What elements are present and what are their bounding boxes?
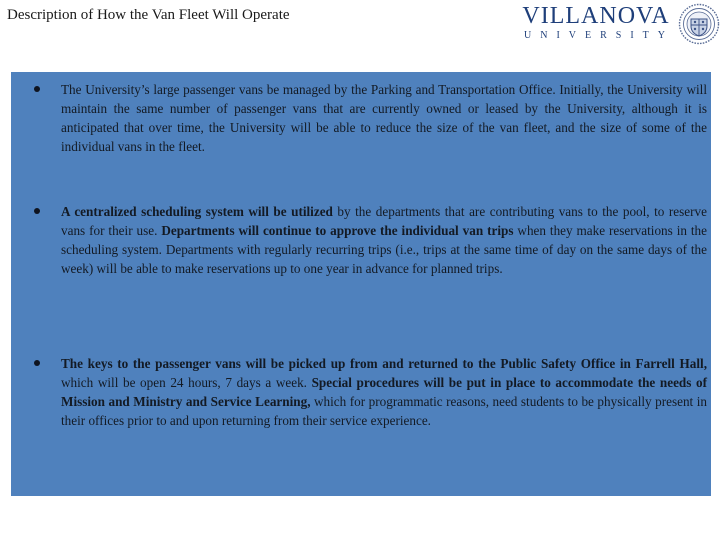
- slide-title: Description of How the Van Fleet Will Operate: [7, 7, 290, 23]
- logo-wordmark: [518, 2, 674, 42]
- bullet-plain-text: which will be open 24 hours, 7 days a week.: [61, 375, 312, 390]
- bullet-text: [61, 80, 707, 156]
- bullet-bold-text: Departments will continue to approve the individual van trips: [161, 223, 514, 238]
- bullet-dot-icon: [34, 360, 40, 366]
- university-logo: [518, 2, 716, 48]
- bullet-bold-text: The keys to the passenger vans will be picked up from and returned to the Public Safety Office in Farrell Hall,: [61, 356, 707, 371]
- bullet-text: [61, 354, 707, 430]
- bullet-text: [61, 202, 707, 278]
- bullet-dot-icon: [34, 208, 40, 214]
- content-panel: [11, 72, 711, 496]
- bullet-plain-text: The University’s large passenger vans be managed by the Parking and Transportation Office. Initially, the University will maintain the same number of passenger vans that are currently owned or leased by the University, although it is anticipated that over time, the University will be able to reduce the size of the van fleet, and the size of some of the individual vans in the fleet.: [61, 82, 707, 154]
- bullet-plain-text: which for programmatic reasons, need students to be physically present in their offices prior to and upon returning from their service experience.: [61, 394, 707, 428]
- bullet-plain-text: when they make reservations in the scheduling system. Departments with regularly recurring trips (i.e., trips at the same time of day on the same days of the week) will be able to make reservations up to one year in advance for planned trips.: [61, 223, 707, 276]
- bullet-dot-icon: [34, 86, 40, 92]
- bullet-bold-text: A centralized scheduling system will be utilized: [61, 204, 333, 219]
- bullet-plain-text: by the departments that are contributing vans to the pool, to reserve vans for their use.: [61, 204, 707, 238]
- logo-name: VILLANOVA: [522, 3, 670, 29]
- bullet-bold-text: Special procedures will be put in place to accommodate the needs of Mission and Ministry and Service Learning,: [61, 375, 708, 409]
- university-seal-icon: [678, 3, 720, 45]
- logo-subtitle: UNIVERSITY: [524, 30, 674, 41]
